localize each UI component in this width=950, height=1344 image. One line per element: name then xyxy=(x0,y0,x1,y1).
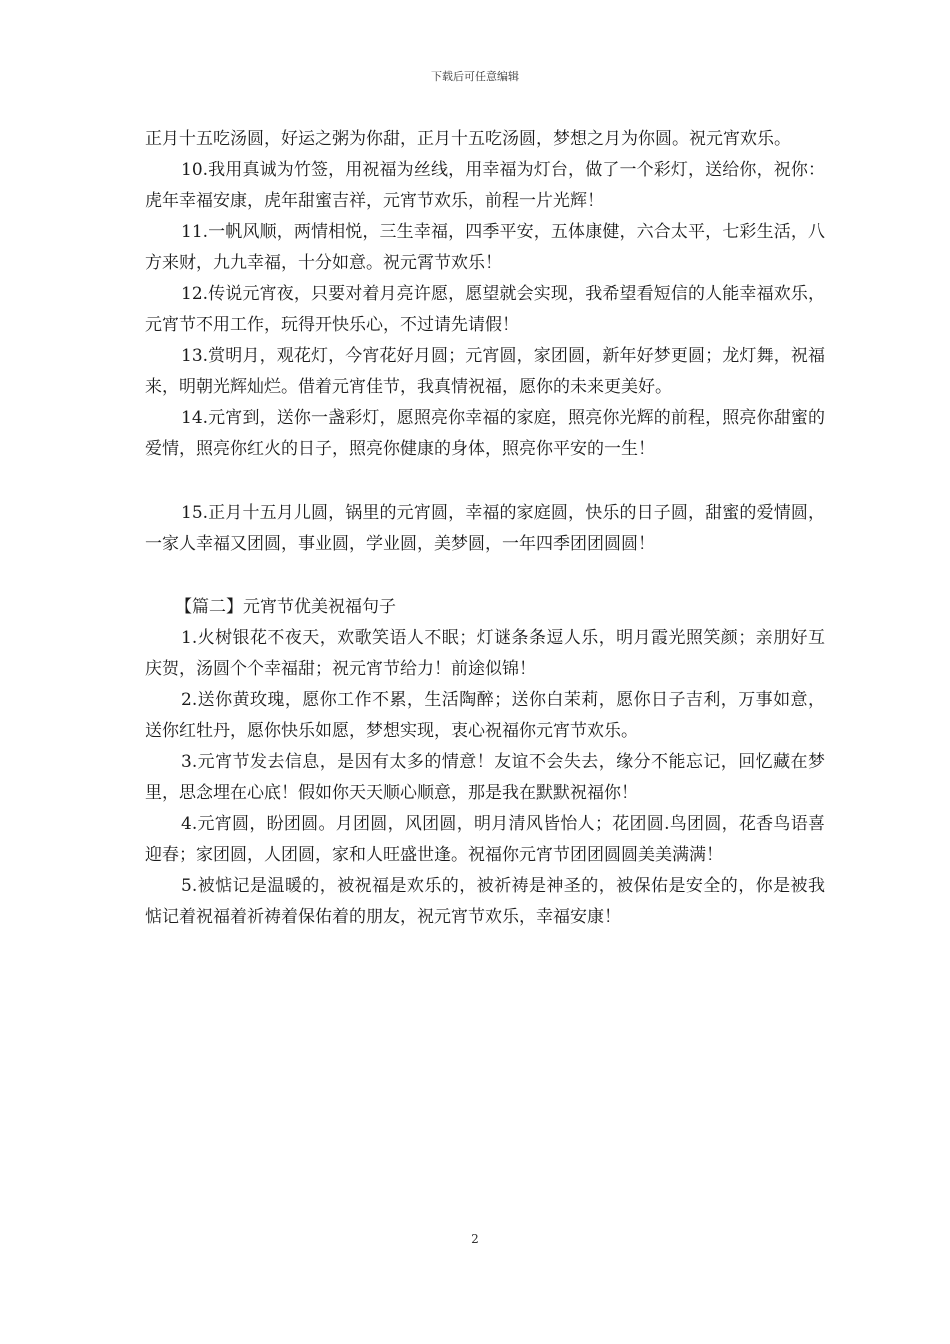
section-2-paragraph-4: 4.元宵圆，盼团圆。月团圆，风团圆，明月清风皆怡人；花团圆.鸟团圆，花香鸟语喜迎春；家团圆，人团圆，家和人旺盛世逢。祝福你元宵节团团圆圆美美满满！ xyxy=(145,814,825,865)
section-2-paragraph-5: 5.被惦记是温暖的，被祝福是欢乐的，被祈祷是神圣的，被保佑是安全的，你是被我惦记着祝福着祈祷着保佑着的朋友，祝元宵节欢乐，幸福安康！ xyxy=(145,876,825,927)
paragraph-11: 11.一帆风顺，两情相悦，三生幸福，四季平安，五体康健，六合太平，七彩生活，八方来财，九九幸福，十分如意。祝元霄节欢乐！ xyxy=(145,222,825,273)
section-2-paragraph-1: 1.火树银花不夜天，欢歌笑语人不眠；灯谜条条逗人乐，明月霞光照笑颜；亲朋好互庆贺，汤圆个个幸福甜；祝元宵节给力！前途似锦！ xyxy=(145,628,825,679)
section-2-title: 【篇二】元宵节优美祝福句子 xyxy=(175,597,396,617)
paragraph-15: 15.正月十五月儿圆，锅里的元宵圆，幸福的家庭圆，快乐的日子圆，甜蜜的爱情圆，一家人幸福又团圆，事业圆，学业圆，美梦圆，一年四季团团圆圆！ xyxy=(145,503,825,554)
paragraph-10: 10.我用真诚为竹签，用祝福为丝线，用幸福为灯台，做了一个彩灯，送给你，祝你：虎年幸福安康，虎年甜蜜吉祥，元宵节欢乐，前程一片光辉！ xyxy=(145,160,825,211)
section-2-paragraph-2: 2.送你黄玫瑰，愿你工作不累，生活陶醉；送你白茉莉，愿你日子吉利，万事如意，送你红牡丹，愿你快乐如愿，梦想实现，衷心祝福你元宵节欢乐。 xyxy=(145,690,825,741)
paragraph-12: 12.传说元宵夜，只要对着月亮许愿，愿望就会实现，我希望看短信的人能幸福欢乐，元宵节不用工作，玩得开快乐心，不过请先请假！ xyxy=(145,284,825,335)
section-2-paragraph-3: 3.元宵节发去信息，是因有太多的情意！友谊不会失去，缘分不能忘记，回忆藏在梦里，思念埋在心底！假如你天天顺心顺意，那是我在默默祝福你！ xyxy=(145,752,825,803)
page-number: 2 xyxy=(471,1232,479,1246)
paragraph-13: 13.赏明月，观花灯，今宵花好月圆；元宵圆，家团圆，新年好梦更圆；龙灯舞，祝福来，明朝光辉灿烂。借着元宵佳节，我真情祝福，愿你的未来更美好。 xyxy=(145,346,825,397)
paragraph-intro: 正月十五吃汤圆，好运之粥为你甜，正月十五吃汤圆，梦想之月为你圆。祝元宵欢乐。 xyxy=(145,129,791,149)
document-body xyxy=(145,124,825,933)
page-header-note: 下载后可任意编辑 xyxy=(431,70,519,83)
paragraph-14: 14.元宵到，送你一盏彩灯，愿照亮你幸福的家庭，照亮你光辉的前程，照亮你甜蜜的爱情，照亮你红火的日子，照亮你健康的身体，照亮你平安的一生！ xyxy=(145,408,825,459)
